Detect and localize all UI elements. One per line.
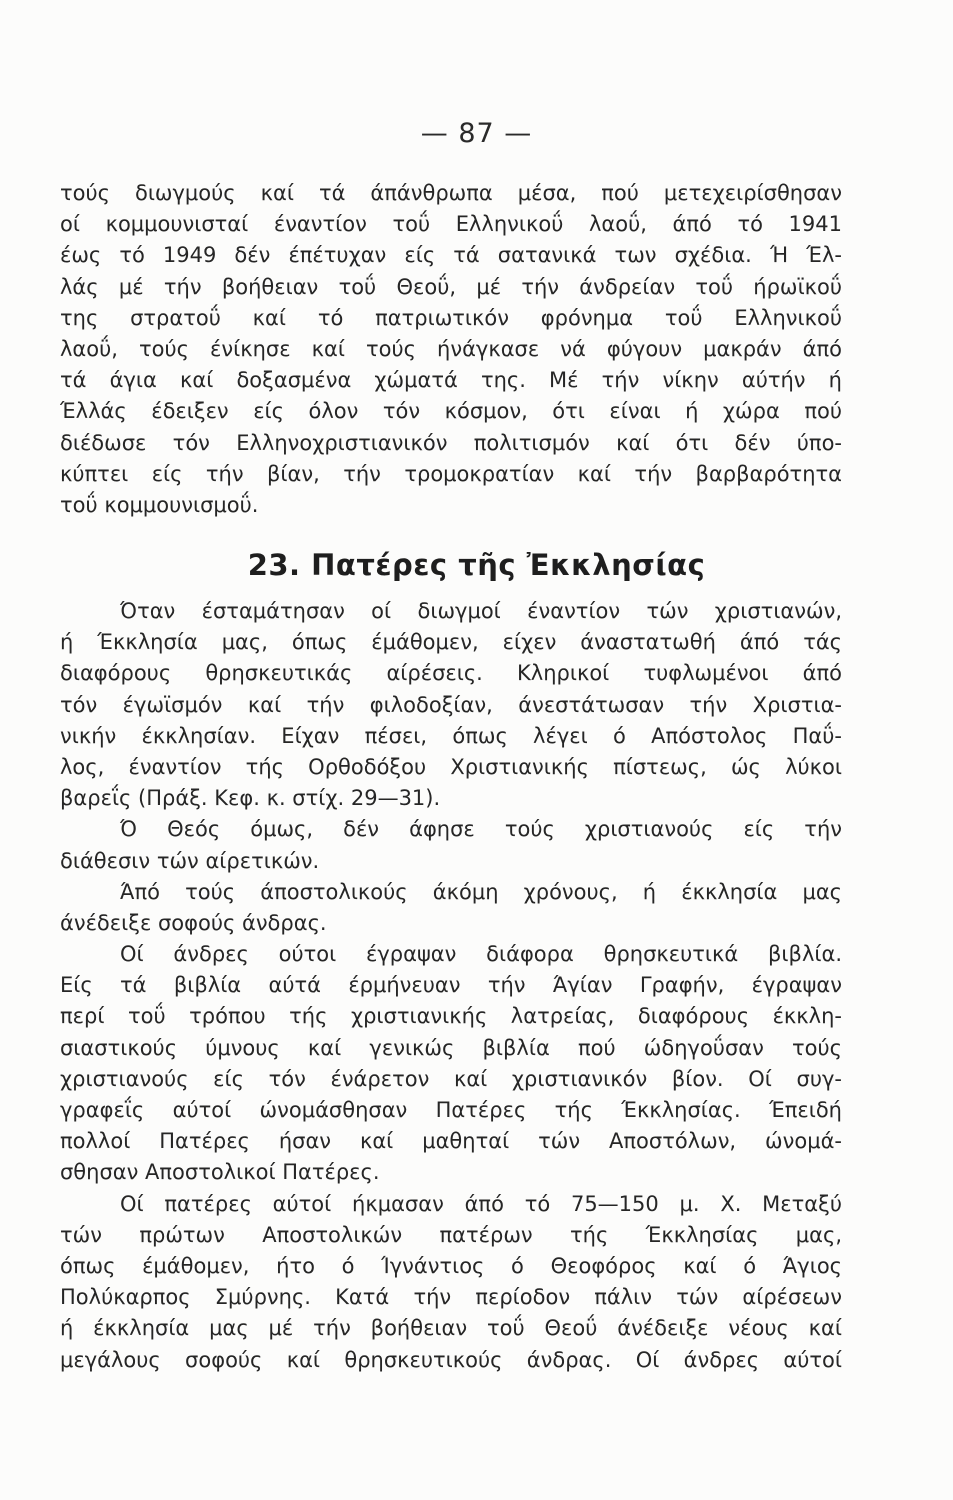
text-line: Έλλάς έδειξεν είς όλον τόν κόσμον, ότι είναι ή χώρα πού: [60, 399, 842, 424]
text-line: λος, έναντίον τής Ορθοδόξου Χριστιανικής πίστεως, ώς λύκοι: [60, 754, 842, 779]
text-line: ή Έκκλησία μας, όπως έμάθομεν, είχεν άναστατωθή άπό τάς: [60, 630, 842, 655]
text-line: σιαστικούς ύμνους καί γενικώς βιβλία πού ώδηγοΰσαν τούς: [60, 1035, 842, 1060]
text-line: Όταν έσταμάτησαν οί διωγμοί έναντίον τών χριστιανών,: [120, 599, 842, 623]
text-line: χριστιανούς είς τόν ένάρετον καί χριστιανικόν βίον. Οί συγ-: [60, 1066, 842, 1091]
text-line: λαοΰ, τούς ένίκησε καί τούς ήνάγκασε νά φύγουν μακράν άπό: [60, 336, 842, 361]
text-line: γραφεΐς αύτοί ώνομάσθησαν Πατέρες τής Έκκλησίας. Έπειδή: [60, 1098, 842, 1122]
text-line: έως τό 1949 δέν έπέτυχαν είς τά σατανικά των σχέδια. Ή Έλ-: [60, 243, 842, 268]
text-line: της στρατοΰ καί τό πατριωτικόν φρόνημα τοΰ Ελληνικοΰ: [60, 305, 842, 330]
text-line: διάθεσιν τών αίρετικών.: [60, 848, 320, 873]
text-line: τών πρώτων Αποστολικών πατέρων τής Έκκλησίας μας,: [60, 1222, 842, 1247]
text-line: τοΰ κομμουνισμοΰ.: [60, 492, 259, 517]
section-heading: 23. Πατέρες τῆς Ἐκκλησίας: [247, 548, 706, 582]
text-line: Άπό τούς άποστολικούς άκόμη χρόνους, ή έκκλησία μας: [120, 879, 842, 904]
text-line: λάς μέ τήν βοήθειαν τοΰ Θεοΰ, μέ τήν άνδρείαν τοΰ ήρωϊκοΰ: [60, 274, 842, 299]
text-line: άνέδειξε σοφούς άνδρας.: [60, 910, 327, 935]
text-line: οί κομμουνισταί έναντίον τοΰ Ελληνικοΰ λαοΰ, άπό τό 1941: [60, 212, 842, 237]
text-line: μεγάλους σοφούς καί θρησκευτικούς άνδρας. Οί άνδρες αύτοί: [60, 1347, 842, 1372]
text-line: τόν έγωϊσμόν καί τήν φιλοδοξίαν, άνεστάτωσαν τήν Χριστια-: [60, 692, 842, 717]
text-line: περί τοΰ τρόπου τής χριστιανικής λατρείας, διαφόρους έκκλη-: [60, 1004, 842, 1029]
page-number: — 87 —: [420, 118, 533, 149]
text-line: Οί άνδρες ούτοι έγραψαν διάφορα θρησκευτικά βιβλία.: [120, 942, 842, 967]
text-line: βαρεΐς (Πράξ. Κεφ. κ. στίχ. 29—31).: [60, 786, 441, 811]
text-line: Είς τά βιβλία αύτά έρμήνευαν τήν Άγίαν Γραφήν, έγραψαν: [60, 973, 842, 998]
text-line: διέδωσε τόν Ελληνοχριστιανικόν πολιτισμόν καί ότι δέν ύπο-: [60, 430, 842, 455]
text-line: Πολύκαρπος Σμύρνης. Κατά τήν περίοδον πάλιν τών αίρέσεων: [60, 1285, 842, 1310]
section-body: [60, 596, 842, 1376]
text-line: διαφόρους θρησκευτικάς αίρέσεις. Κληρικοί τυφλωμένοι άπό: [60, 661, 842, 686]
text-line: τά άγια καί δοξασμένα χώματά της. Μέ τήν νίκην αύτήν ή: [60, 368, 842, 393]
text-line: σθησαν Αποστολικοί Πατέρες.: [60, 1160, 380, 1185]
text-line: πολλοί Πατέρες ήσαν καί μαθηταί τών Αποστόλων, ώνομά-: [60, 1129, 842, 1154]
text-line: ή έκκλησία μας μέ τήν βοήθειαν τοΰ Θεοΰ άνέδειξε νέους καί: [60, 1316, 842, 1341]
text-line: όπως έμάθομεν, ήτο ό Ίγνάντιος ό Θεοφόρος καί ό Άγιος: [60, 1253, 842, 1278]
text-line: Ό Θεός όμως, δέν άφησε τούς χριστιανούς είς τήν: [120, 817, 842, 842]
intro-paragraph: [60, 178, 842, 521]
text-line: κύπτει είς τήν βίαν, τήν τρομοκρατίαν καί τήν βαρβαρότητα: [60, 461, 842, 486]
text-line: νικήν έκκλησίαν. Είχαν πέσει, όπως λέγει ό Απόστολος Παΰ-: [60, 723, 842, 748]
text-line: τούς διωγμούς καί τά άπάνθρωπα μέσα, πού μετεχειρίσθησαν: [60, 181, 842, 205]
text-line: Οί πατέρες αύτοί ήκμασαν άπό τό 75—150 μ. Χ. Μεταξύ: [120, 1191, 842, 1216]
